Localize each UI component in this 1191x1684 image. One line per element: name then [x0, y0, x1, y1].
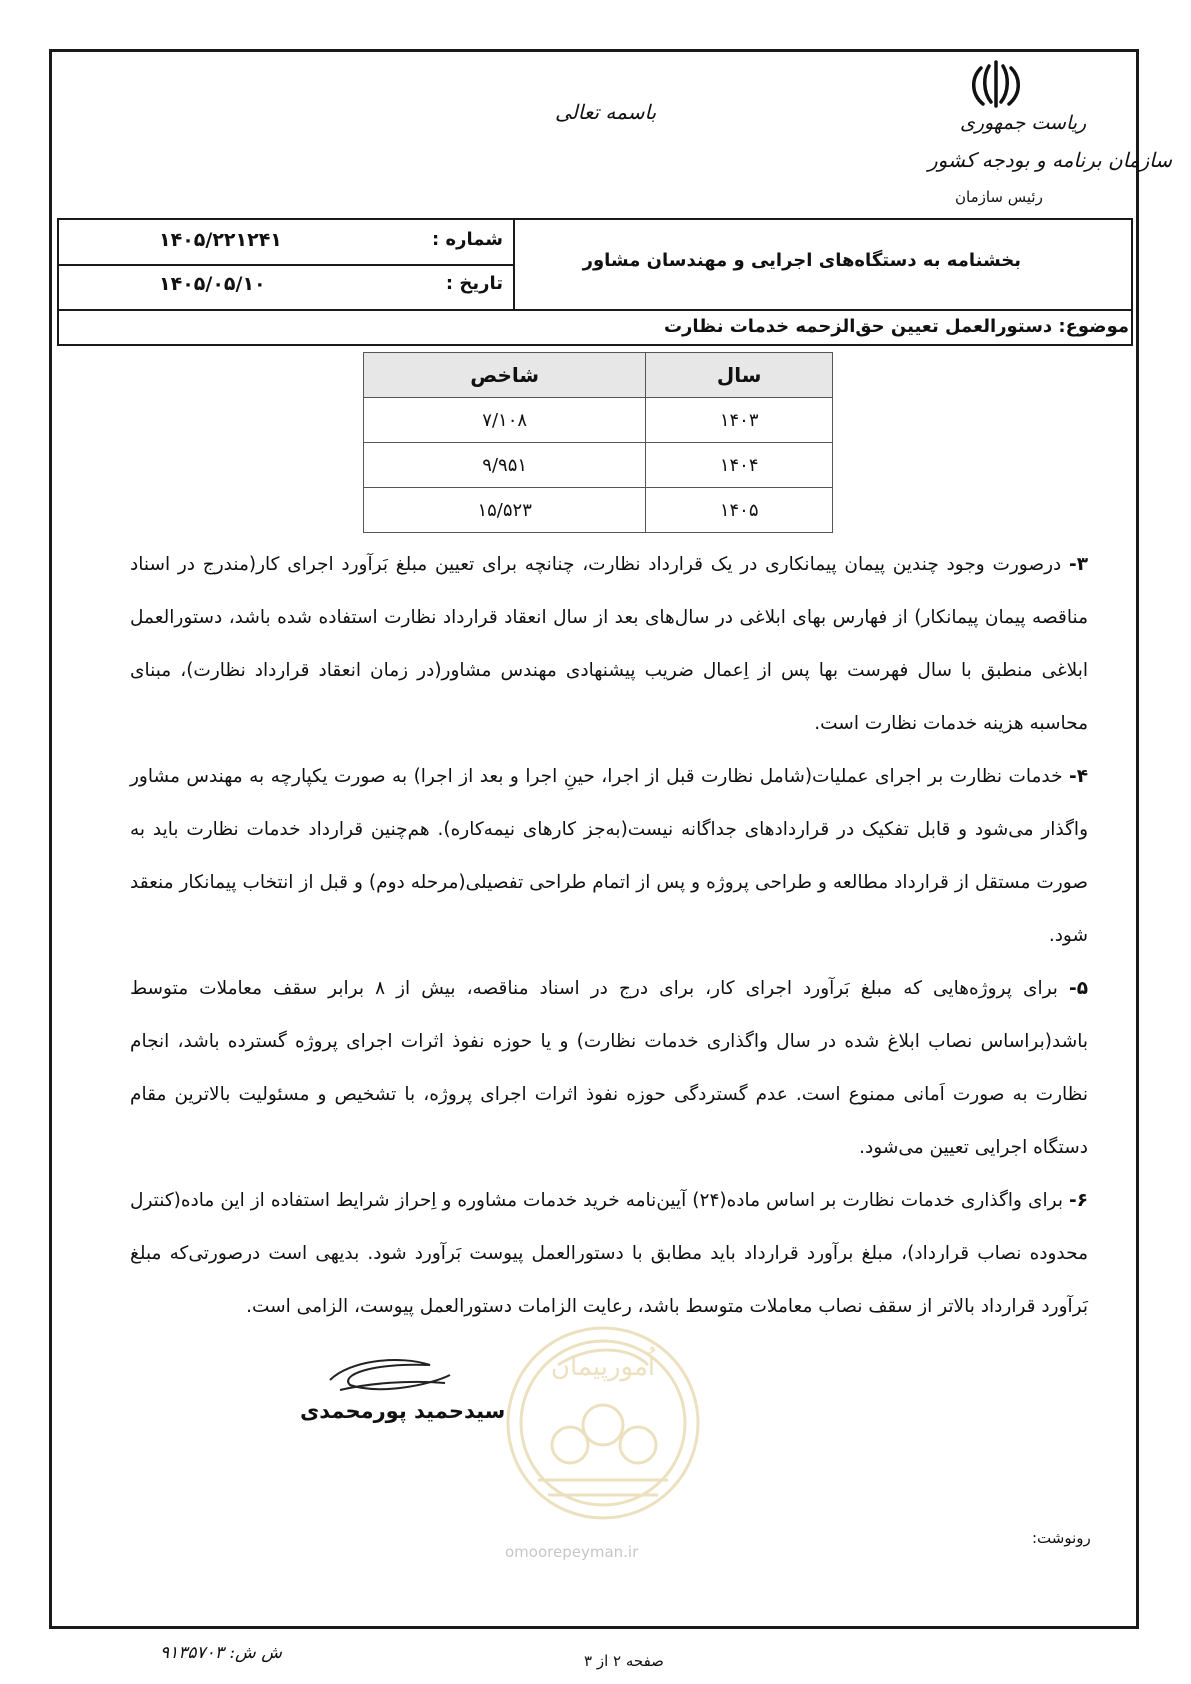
- paragraph-4: [130, 750, 1088, 962]
- basmala: باسمه تعالی: [555, 100, 657, 124]
- year-cell: ۱۴۰۵: [646, 488, 833, 533]
- paragraph-number: ۵-: [1069, 978, 1088, 999]
- table-row: [364, 488, 833, 533]
- table-row: [364, 443, 833, 488]
- column-header-index: شاخص: [364, 353, 646, 398]
- date-value: ۱۴۰۵/۰۵/۱۰: [159, 273, 266, 295]
- paragraph-3: [130, 538, 1088, 750]
- omoorepeyman-logo-icon: [498, 1305, 708, 1540]
- page-number: صفحه ۲ از ۳: [584, 1652, 664, 1670]
- number-value: ۱۴۰۵/۲۲۱۲۴۱: [159, 229, 282, 251]
- paragraph-number: ۴-: [1069, 766, 1088, 787]
- subject-divider: [59, 309, 1131, 311]
- paragraph-number: ۳-: [1069, 554, 1088, 575]
- table-header-row: [364, 353, 833, 398]
- paragraph-text: خدمات نظارت بر اجرای عملیات(شامل نظارت قبل از اجرا، حینِ اجرا و بعد از اجرا) به صورت یکپارچه به مهندس مشاور واگذار می‌شود و قابل تفکیک در قراردادهای جداگانه نیست(به‌جز کارهای نیمه‌کاره). هم‌چنین قرارداد خدمات نظارت باید به صورت مستقل از قرارداد مطالعه و طراحی پروژه و پس از اتمام طراحی تفصیلی(مرحله دوم) و قبل از انتخاب پیمانکار منعقد شود.: [130, 766, 1088, 946]
- signer-name: سیدحمید پورمحمدی: [300, 1399, 506, 1423]
- cc-label: رونوشت:: [1032, 1529, 1091, 1547]
- handwritten-signature: [310, 1355, 460, 1435]
- index-cell: ۷/۱۰۸: [364, 398, 646, 443]
- subject-line: موضوع: دستورالعمل تعیین حق‌الزحمه خدمات نظارت: [663, 316, 1129, 337]
- watermark-url: omoorepeyman.ir: [505, 1543, 639, 1561]
- circular-heading: بخشنامه به دستگاه‌های اجرایی و مهندسان مشاور: [582, 250, 1021, 271]
- index-table: [363, 352, 833, 533]
- number-date-box: [59, 220, 515, 309]
- org-name: سازمان برنامه و بودجه کشور: [928, 148, 1173, 172]
- year-cell: ۱۴۰۳: [646, 398, 833, 443]
- org-head-title: رئیس سازمان: [955, 188, 1043, 206]
- number-label: شماره :: [432, 229, 503, 250]
- index-cell: ۹/۹۵۱: [364, 443, 646, 488]
- letter-body: [130, 538, 1088, 1333]
- date-label: تاریخ :: [445, 273, 503, 294]
- paragraph-text: برای پروژه‌هایی که مبلغ بَرآورد اجرای کار، برای درج در اسناد مناقصه، بیش از ۸ برابر سقف معاملات متوسط باشد(براساس نصاب ابلاغ شده در سال واگذاری خدمات نظارت) و یا حوزه نفوذ اثرات اجرای پروژه گسترده باشد، انجام نظارت به صورت اَمانی ممنوع است. عدم گستردگی حوزه نفوذ اثرات اجرای پروژه، با تشخیص و مسئولیت بالاترین مقام دستگاه اجرایی تعیین می‌شود.: [130, 978, 1088, 1158]
- date-row: [59, 264, 513, 308]
- paragraph-text: برای واگذاری خدمات نظارت بر اساس ماده(۲۴) آیین‌نامه خرید خدمات مشاوره و اِحراز شرایط استفاده از این ماده(کنترل محدوده نصاب قرارداد)، مبلغ برآورد قرارداد باید مطابق با دستورالعمل پیوست بَرآورد شود. بدیهی است درصورتی‌که مبلغ بَرآورد قرارداد بالاتر از سقف نصاب معاملات متوسط باشد، رعایت الزامات دستورالعمل پیوست، الزامی است.: [130, 1190, 1088, 1317]
- iran-emblem-icon: [967, 60, 1025, 110]
- org-presidency: ریاست جمهوری: [960, 112, 1087, 134]
- year-cell: ۱۴۰۴: [646, 443, 833, 488]
- paragraph-text: درصورت وجود چندین پیمان پیمانکاری در یک قرارداد نظارت، چنانچه برای تعیین مبلغ بَرآورد اجرای کار(مندرج در اسناد مناقصه پیمان پیمانکار) از فهارس بهای ابلاغی در سال‌های بعد از سال انعقاد قرارداد نظارت استفاده شده باشد، دستورالعمل ابلاغی منطبق با سال فهرست بها پس از اِعمال ضریب پیشنهادی مهندس مشاور(در زمان انعقاد قرارداد نظارت)، مبنای محاسبه هزینه خدمات نظارت است.: [130, 554, 1088, 734]
- table-row: [364, 398, 833, 443]
- number-row: [59, 220, 513, 266]
- paragraph-number: ۶-: [1069, 1190, 1088, 1211]
- national-id: ش ش: ۹۱۳۵۷۰۳: [160, 1643, 282, 1663]
- letter-meta-box: [57, 218, 1133, 346]
- index-cell: ۱۵/۵۲۳: [364, 488, 646, 533]
- column-header-year: سال: [646, 353, 833, 398]
- paragraph-5: [130, 962, 1088, 1174]
- watermark-text: اُمورپیمان: [550, 1352, 656, 1382]
